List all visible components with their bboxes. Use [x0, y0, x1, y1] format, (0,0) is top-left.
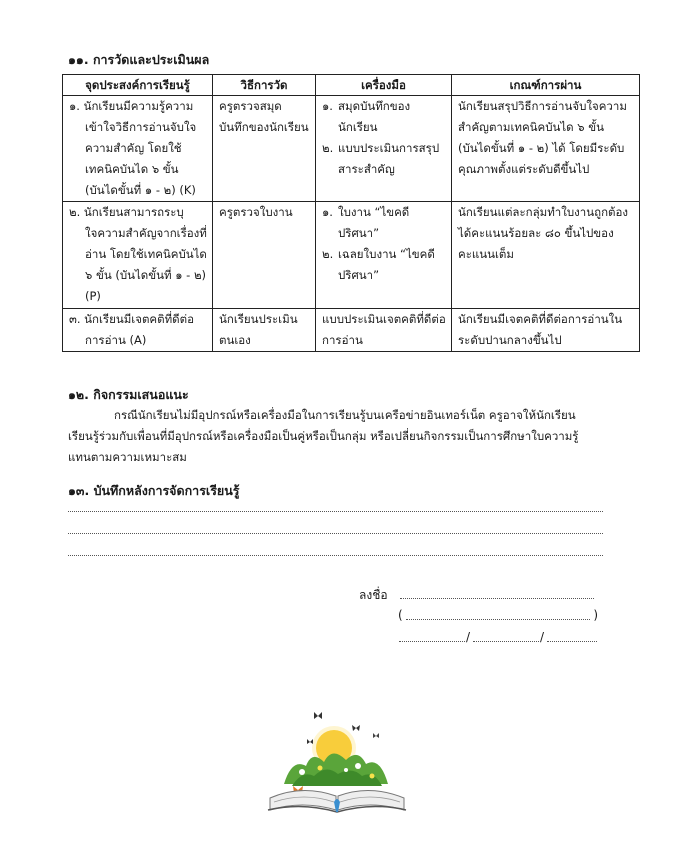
close-paren: ) [593, 608, 598, 622]
objective-text: ๒. นักเรียนสามารถระบุใจความสำคัญจากเรื่องที่อ่าน โดยใช้เทคนิคบันได ๖ ขั้น (บันไดขั้นที่ ๑ - ๒) (P) [69, 205, 207, 303]
suggestion-line: เรียนรู้ร่วมกับเพื่อนที่มีอุปกรณ์หรือเครื่องมือเป็นคู่หรือเป็นกลุ่ม หรือเปลี่ยนกิจกรรมเป็นการศึกษาใบความรู้ [68, 429, 579, 443]
name-line[interactable] [398, 606, 598, 626]
section-11-title: ๑๑. การวัดและประเมินผล [68, 52, 210, 67]
cell-criteria: นักเรียนมีเจตคติที่ดีต่อการอ่านในระดับปานกลางขึ้นไป [452, 309, 640, 352]
suggestion-paragraph [68, 405, 628, 468]
tool-item [322, 244, 447, 286]
header-method: วิธีการวัด [213, 75, 316, 96]
cell-method: นักเรียนประเมินตนเอง [213, 309, 316, 352]
note-line[interactable] [68, 555, 603, 556]
tool-number: ๒. [322, 141, 334, 155]
tool-item [322, 138, 447, 180]
note-line[interactable] [68, 511, 603, 512]
signature-label: ลงชื่อ [359, 588, 388, 602]
section-13-title: ๑๓. บันทึกหลังการจัดการเรียนรู้ [68, 483, 240, 498]
table-row [63, 202, 640, 309]
tool-text: ใบงาน “ไขคดีปริศนา” [338, 205, 410, 240]
objective-text: ๓. นักเรียนมีเจตคติที่ดีต่อการอ่าน (A) [69, 312, 195, 347]
name-dots [406, 619, 590, 620]
open-book-logo [262, 706, 412, 814]
table-header-row [63, 75, 640, 96]
header-objective: จุดประสงค์การเรียนรู้ [63, 75, 213, 96]
cell-objective [63, 96, 213, 202]
suggestion-line: แทนตามความเหมาะสม [68, 450, 187, 464]
suggestion-line: กรณีนักเรียนไม่มีอุปกรณ์หรือเครื่องมือในการเรียนรู้บนเครือข่ายอินเทอร์เน็ต ครูอาจให้นักเรียน [114, 408, 576, 422]
month-dots [473, 641, 539, 642]
header-tools: เครื่องมือ [316, 75, 452, 96]
evaluation-table [62, 74, 640, 352]
note-line[interactable] [68, 533, 603, 534]
cell-method: ครูตรวจสมุดบันทึกของนักเรียน [213, 96, 316, 202]
cell-tools [316, 202, 452, 309]
cell-criteria: นักเรียนสรุปวิธีการอ่านจับใจความสำคัญตามเทคนิคบันได ๖ ขั้น (บันไดขั้นที่ ๑ - ๒) ได้ โดยมีระดับคุณภาพตั้งแต่ระดับดีขึ้นไป [452, 96, 640, 202]
signature-line[interactable] [400, 598, 594, 599]
objective-text: ๑. นักเรียนมีความรู้ความเข้าใจวิธีการอ่านจับใจความสำคัญ โดยใช้เทคนิคบันได ๖ ขั้น (บันไดขั้นที่ ๑ - ๒) (K) [69, 99, 197, 197]
section-12-title: ๑๒. กิจกรรมเสนอแนะ [68, 387, 189, 402]
date-slash: / [540, 630, 545, 644]
cell-objective [63, 309, 213, 352]
tool-item [322, 96, 447, 138]
tool-number: ๒. [322, 247, 334, 261]
cell-criteria: นักเรียนแต่ละกลุ่มทำใบงานถูกต้องได้คะแนนร้อยละ ๘๐ ขึ้นไปของคะแนนเต็ม [452, 202, 640, 309]
header-criteria: เกณฑ์การผ่าน [452, 75, 640, 96]
cell-tools [316, 96, 452, 202]
tool-text: เฉลยใบงาน “ไขคดีปริศนา” [338, 247, 435, 282]
tool-item [322, 202, 447, 244]
cell-method: ครูตรวจใบงาน [213, 202, 316, 309]
tool-number: ๑. [322, 205, 333, 219]
tool-text: สมุดบันทึกของนักเรียน [338, 99, 411, 134]
year-dots [547, 641, 597, 642]
date-slash: / [466, 630, 471, 644]
cell-tools: แบบประเมินเจตคติที่ดีต่อการอ่าน [316, 309, 452, 352]
open-paren: ( [398, 608, 403, 622]
day-dots [399, 641, 465, 642]
cell-objective [63, 202, 213, 309]
tool-text: แบบประเมินการสรุปสาระสำคัญ [338, 141, 440, 176]
table-row [63, 309, 640, 352]
table-row [63, 96, 640, 202]
tool-number: ๑. [322, 99, 333, 113]
date-line[interactable] [399, 628, 597, 648]
